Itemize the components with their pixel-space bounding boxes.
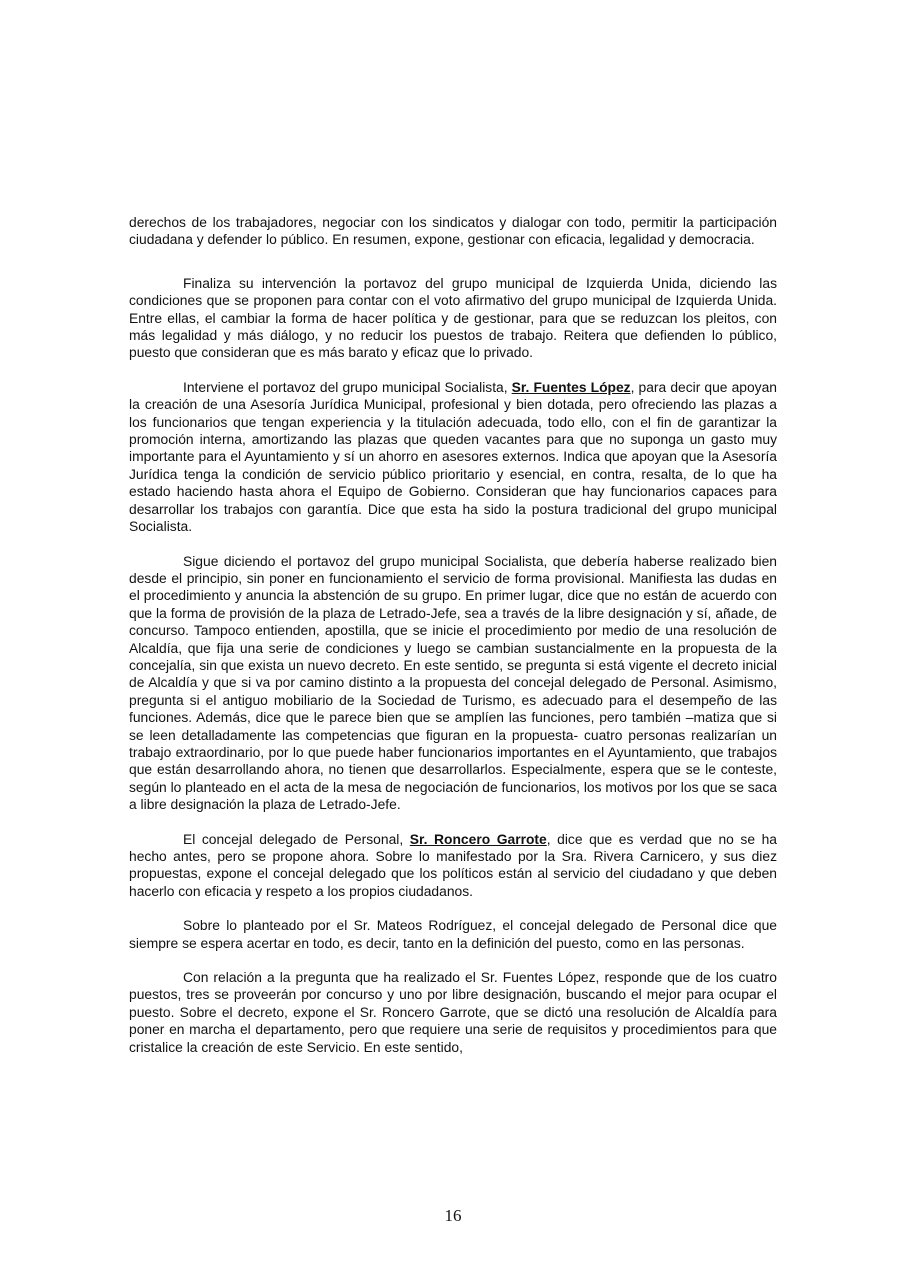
paragraph-2: Finaliza su intervención la portavoz del grupo municipal de Izquierda Unida, diciendo las condiciones que se proponen para contar con el voto afirmativo del grupo municipal de Izquierda Unida. Entre ellas, el cambiar la forma de hacer política y de gestionar, para que se reduzcan los pleitos, con más legalidad y más diálogo, y no reducir los puestos de trabajo. Reitera que defienden lo público, puesto que consideran que es más barato y eficaz que lo privado. (129, 274, 777, 361)
paragraph-3-rest: , para decir que apoyan la creación de una Asesoría Jurídica Municipal, profesional y bien dotada, pero ofreciendo las plazas a los funcionarios que tengan experiencia y la titulación adecuada, todo ello, con el fin de garantizar la promoción interna, amortizando las plazas que queden vacantes para que no suponga un gasto muy importante para el Ayuntamiento y sí un ahorro en asesores externos. Indica que apoyan que la Asesoría Jurídica tenga la condición de servicio público prioritario y esencial, en contra, resalta, de lo que ha estado haciendo hasta ahora el Equipo de Gobierno. Consideran que hay funcionarios capaces para desarrollar los trabajos con garantía. Dice que esta ha sido la postura tradicional del grupo municipal Socialista. (129, 378, 777, 535)
paragraph-3 (129, 379, 777, 536)
paragraph-5-lead: El concejal delegado de Personal, (183, 830, 410, 847)
paragraph-4: Sigue diciendo el portavoz del grupo municipal Socialista, que debería haberse realizado bien desde el principio, sin poner en funcionamiento el servicio de forma provisional. Manifiesta las dudas en el procedimiento y anuncia la abstención de su grupo. En primer lugar, dice que no están de acuerdo con que la forma de provisión de la plaza de Letrado-Jefe, sea a través de la libre designación y sí, añade, de concurso. Tampoco entienden, apostilla, que se inicie el procedimiento por medio de una resolución de Alcaldía, que fija una serie de condiciones y luego se cambian sustancialmente en la propuesta de la concejalía, sin que exista un nuevo decreto. En este sentido, se pregunta si está vigente el decreto inicial de Alcaldía y que si va por camino distinto a la propuesta del concejal delegado de Personal. Asimismo, pregunta si el antiguo mobiliario de la Sociedad de Turismo, es adecuado para el desempeño de las funciones. Además, dice que le parece bien que se amplíen las funciones, pero también –matiza que si se leen detalladamente las competencias que figuran en la propuesta- cuatro personas realizarían un trabajo extraordinario, por lo que puede haber funcionarios importantes en el Ayuntamiento, que trabajos que están desarrollando ahora, no tienen que desarrollarlos. Especialmente, espera que se le conteste, según lo planteado en el acta de la mesa de negociación de funcionarios, los motivos por los que se saca a libre designación la plaza de Letrado-Jefe. (129, 552, 777, 813)
speaker-roncero-garrote: Sr. Roncero Garrote (409, 830, 547, 847)
paragraph-5-rest: , dice que es verdad que no se ha hecho antes, pero se propone ahora. Sobre lo manifestado por la Sra. Rivera Carnicero, y sus diez propuestas, expone el concejal delegado que los políticos están al servicio del ciudadano y que deben hacerlo con eficacia y respeto a los propios ciudadanos. (129, 830, 778, 899)
document-body (129, 214, 777, 1056)
speaker-fuentes-lopez: Sr. Fuentes López (511, 378, 631, 395)
paragraph-6: Sobre lo planteado por el Sr. Mateos Rodríguez, el concejal delegado de Personal dice que siempre se espera acertar en todo, es decir, tanto en la definición del puesto, como en las personas. (129, 917, 777, 951)
page-number: 16 (444, 1206, 462, 1225)
paragraph-1: derechos de los trabajadores, negociar con los sindicatos y dialogar con todo, permitir la participación ciudadana y defender lo público. En resumen, expone, gestionar con eficacia, legalidad y democracia. (129, 214, 777, 248)
paragraph-7: Con relación a la pregunta que ha realizado el Sr. Fuentes López, responde que de los cuatro puestos, tres se proveerán por concurso y uno por libre designación, buscando el mejor para ocupar el puesto. Sobre el decreto, expone el Sr. Roncero Garrote, que se dictó una resolución de Alcaldía para poner en marcha el departamento, pero que requiere una serie de requisitos y procedimientos para que cristalice la creación de este Servicio. En este sentido, (129, 969, 777, 1055)
paragraph-3-lead: Interviene el portavoz del grupo municipal Socialista, (183, 378, 512, 395)
paragraph-5 (129, 831, 777, 901)
